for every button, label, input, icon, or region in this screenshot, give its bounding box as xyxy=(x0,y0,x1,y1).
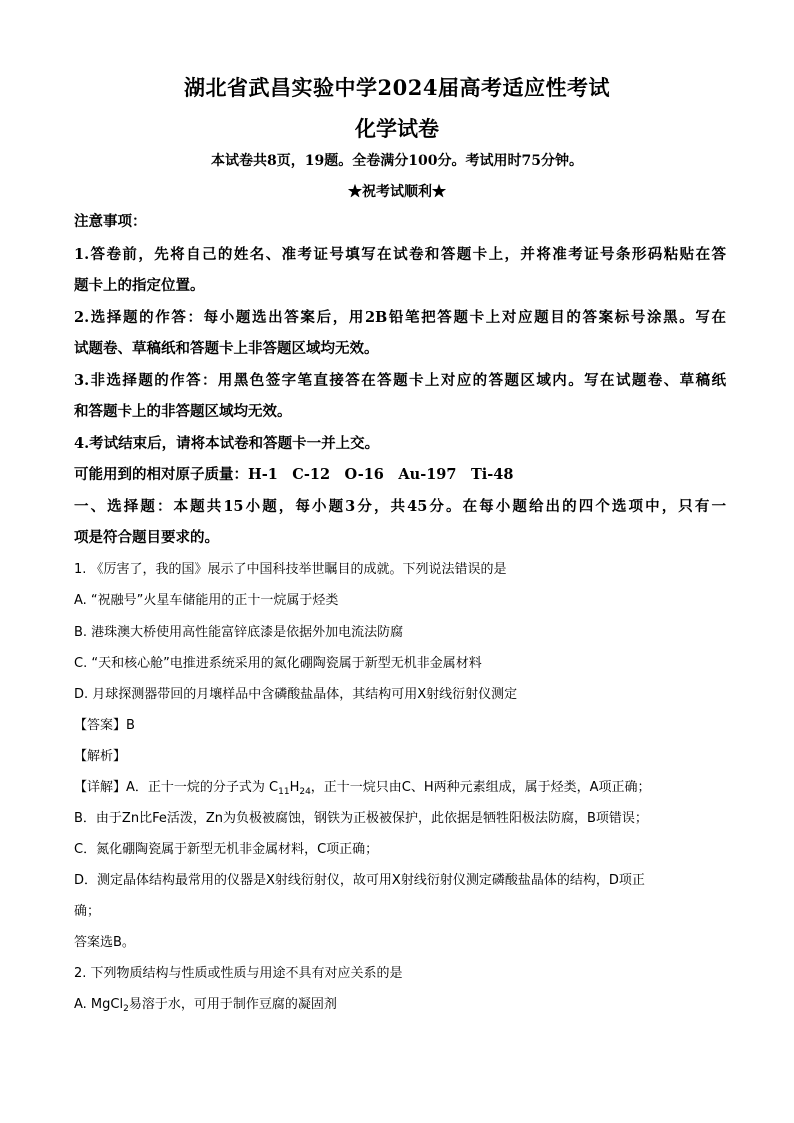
question-2-option-a: A. MgCl$_2$易溶于水，可用于制作豆腐的凝固剂 xyxy=(74,997,337,1014)
note-2-line-1: 2.选择题的作答：每小题选出答案后，用2B铅笔把答题卡上对应题目的答案标号涂黑。写在 xyxy=(74,309,726,326)
question-2-stem: 2. 下列物质结构与性质或性质与用途不具有对应关系的是 xyxy=(74,966,403,981)
question-1-detail-d-line-2: 确； xyxy=(74,904,101,919)
question-1-option-d: D. 月球探测器带回的月壤样品中含磷酸盐晶体，其结构可用X射线衍射仪测定 xyxy=(74,687,518,702)
exam-title: 湖北省武昌实验中学2024届高考适应性考试 xyxy=(184,75,610,100)
question-1-detail-b: B．由于Zn比Fe活泼，Zn为负极被腐蚀，钢铁为正极被保护，此依据是牺牲阳极法防腐，B项错误； xyxy=(74,811,648,826)
note-1-line-1: 1.答卷前，先将自己的姓名、准考证号填写在试卷和答题卡上，并将准考证号条形码粘贴在答 xyxy=(74,246,726,263)
question-1-option-b: B. 港珠澳大桥使用高性能富锌底漆是依据外加电流法防腐 xyxy=(74,625,404,640)
question-1-option-a: A. “祝融号”火星车储能用的正十一烷属于烃类 xyxy=(74,593,339,608)
note-3-line-1: 3.非选择题的作答：用黑色签字笔直接答在答题卡上对应的答题区域内。写在试题卷、草稿纸 xyxy=(74,372,726,389)
subject-title: 化学试卷 xyxy=(355,116,439,141)
question-1-detail-c: C．氮化硼陶瓷属于新型无机非金属材料，C项正确； xyxy=(74,842,379,857)
question-1-stem: 1. 《厉害了，我的国》展示了中国科技举世瞩目的成就。下列说法错误的是 xyxy=(74,562,507,577)
notes-heading: 注意事项： xyxy=(74,213,147,230)
question-1-answer: 【答案】B xyxy=(74,718,135,733)
question-1-final-answer: 答案选B。 xyxy=(74,935,135,950)
section-1-heading-line-2: 项是符合题目要求的。 xyxy=(74,529,219,546)
good-luck-line: ★祝考试顺利★ xyxy=(348,184,446,200)
section-1-heading-line-1: 一、选择题：本题共15小题，每小题3分，共45分。在每小题给出的四个选项中，只有一 xyxy=(74,498,726,515)
atomic-mass-line: 可能用到的相对原子质量：H-1 C-12 O-16 Au-197 Ti-48 xyxy=(74,466,514,483)
question-1-option-c: C. “天和核心舱”电推进系统采用的氮化硼陶瓷属于新型无机非金属材料 xyxy=(74,656,482,671)
exam-info: 本试卷共8页，19题。全卷满分100分。考试用时75分钟。 xyxy=(211,153,583,169)
note-1-line-2: 题卡上的指定位置。 xyxy=(74,277,205,294)
question-1-analysis-heading: 【解析】 xyxy=(74,749,127,764)
note-4: 4.考试结束后，请将本试卷和答题卡一并上交。 xyxy=(74,435,380,452)
question-1-detail-d-line-1: D．测定晶体结构最常用的仪器是X射线衍射仪，故可用X射线衍射仪测定磷酸盐晶体的结构，D项正 xyxy=(74,873,645,888)
question-1-detail-a: 【详解】A．正十一烷的分子式为 $C_{11}H_{24}$，正十一烷只由C、H两种元素组成，属于烃类，A项正确； xyxy=(74,780,651,797)
note-3-line-2: 和答题卡上的非答题区域均无效。 xyxy=(74,403,292,420)
note-2-line-2: 试题卷、草稿纸和答题卡上非答题区域均无效。 xyxy=(74,340,379,357)
